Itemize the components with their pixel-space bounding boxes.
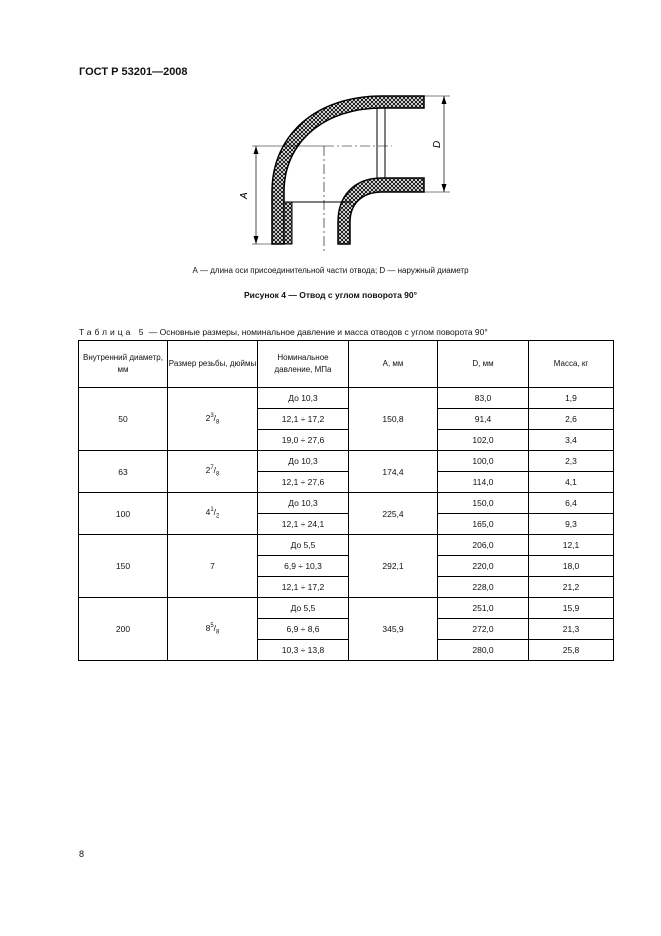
cell-mass: 2,3 [529, 451, 614, 472]
cell-mass: 2,6 [529, 409, 614, 430]
cell-mass: 6,4 [529, 493, 614, 514]
cell-thread-size [168, 451, 258, 493]
thread-denominator: 8 [216, 419, 220, 426]
cell-pressure: До 5,5 [258, 598, 349, 619]
cell-inner-diameter: 100 [79, 493, 168, 535]
thread-numerator: 7 [210, 465, 214, 472]
cell-d: 228,0 [438, 577, 529, 598]
col-thread-size: Размер резьбы, дюймы [168, 341, 258, 388]
col-pressure: Номинальное давление, МПа [258, 341, 349, 388]
thread-denominator: 8 [216, 629, 220, 636]
col-mass: Масса, кг [529, 341, 614, 388]
cell-thread-size [168, 535, 258, 598]
cell-d: 83,0 [438, 388, 529, 409]
cell-mass: 9,3 [529, 514, 614, 535]
cell-a: 174,4 [349, 451, 438, 493]
cell-pressure: 12,1 ÷ 27,6 [258, 472, 349, 493]
elbow-drawing [232, 94, 452, 254]
page-number: 8 [79, 849, 85, 859]
thread-whole: 8 [205, 622, 211, 633]
cell-inner-diameter: 63 [79, 451, 168, 493]
cell-inner-diameter: 200 [79, 598, 168, 661]
cell-a: 345,9 [349, 598, 438, 661]
table-caption [79, 327, 488, 337]
thread-whole: 7 [210, 561, 215, 571]
cell-d: 220,0 [438, 556, 529, 577]
cell-mass: 1,9 [529, 388, 614, 409]
table-row [79, 598, 614, 619]
cell-mass: 21,3 [529, 619, 614, 640]
cell-pressure: 12,1 ÷ 24,1 [258, 514, 349, 535]
thread-whole: 4 [205, 507, 211, 518]
cell-d: 165,0 [438, 514, 529, 535]
cell-mass: 21,2 [529, 577, 614, 598]
inner-wall [338, 178, 424, 244]
figure-caption: Рисунок 4 — Отвод с углом поворота 90° [243, 290, 418, 300]
table-row [79, 493, 614, 514]
dim-a-label: A [239, 192, 250, 199]
table-header-row [79, 341, 614, 388]
cell-d: 91,4 [438, 409, 529, 430]
cell-a: 150,8 [349, 388, 438, 451]
table-row [79, 388, 614, 409]
cell-pressure: 19,0 ÷ 27,6 [258, 430, 349, 451]
col-d: D, мм [438, 341, 529, 388]
dimensions-table [78, 340, 614, 661]
cell-d: 280,0 [438, 640, 529, 661]
fraction-slash: / [213, 507, 217, 518]
figure-legend: А — длина оси присоединительной части отвода; D — наружный диаметр [192, 266, 469, 275]
thread-numerator: 1 [210, 507, 214, 514]
fraction-slash: / [213, 412, 217, 423]
thread-numerator: 3 [210, 412, 214, 419]
cell-a: 225,4 [349, 493, 438, 535]
fraction-slash: / [213, 622, 217, 633]
cell-d: 206,0 [438, 535, 529, 556]
dim-d-label: D [432, 140, 443, 148]
cell-mass: 18,0 [529, 556, 614, 577]
cell-mass: 25,8 [529, 640, 614, 661]
table-row [79, 451, 614, 472]
cell-pressure: До 10,3 [258, 451, 349, 472]
cell-pressure: 10,3 ÷ 13,8 [258, 640, 349, 661]
cell-inner-diameter: 50 [79, 388, 168, 451]
table-caption-label: Таблица 5 [79, 327, 147, 337]
cell-pressure: 6,9 ÷ 10,3 [258, 556, 349, 577]
cell-pressure: 12,1 ÷ 17,2 [258, 409, 349, 430]
cell-pressure: До 10,3 [258, 388, 349, 409]
cell-mass: 12,1 [529, 535, 614, 556]
cell-mass: 4,1 [529, 472, 614, 493]
cell-d: 102,0 [438, 430, 529, 451]
table-row [79, 535, 614, 556]
cell-mass: 3,4 [529, 430, 614, 451]
cell-d: 114,0 [438, 472, 529, 493]
cell-thread-size [168, 598, 258, 661]
cell-d: 150,0 [438, 493, 529, 514]
cell-d: 251,0 [438, 598, 529, 619]
thread-numerator: 5 [210, 622, 214, 629]
cell-mass: 15,9 [529, 598, 614, 619]
thread-whole: 2 [205, 465, 211, 476]
cell-inner-diameter: 150 [79, 535, 168, 598]
col-inner-diameter: Внутренний диаметр, мм [79, 341, 168, 388]
cell-pressure: До 10,3 [258, 493, 349, 514]
fraction-slash: / [213, 465, 217, 476]
cell-d: 272,0 [438, 619, 529, 640]
col-a: A, мм [349, 341, 438, 388]
thread-denominator: 8 [216, 471, 220, 478]
cell-pressure: 12,1 ÷ 17,2 [258, 577, 349, 598]
thread-denominator: 2 [216, 513, 220, 520]
cell-thread-size [168, 388, 258, 451]
table-body [79, 388, 614, 661]
thread-whole: 2 [205, 412, 211, 423]
cell-pressure: До 5,5 [258, 535, 349, 556]
cell-thread-size [168, 493, 258, 535]
table-caption-text: — Основные размеры, номинальное давление и масса отводов с углом поворота 90° [148, 327, 488, 337]
cell-d: 100,0 [438, 451, 529, 472]
cell-a: 292,1 [349, 535, 438, 598]
document-header: ГОСТ Р 53201—2008 [79, 66, 188, 78]
cell-pressure: 6,9 ÷ 8,6 [258, 619, 349, 640]
